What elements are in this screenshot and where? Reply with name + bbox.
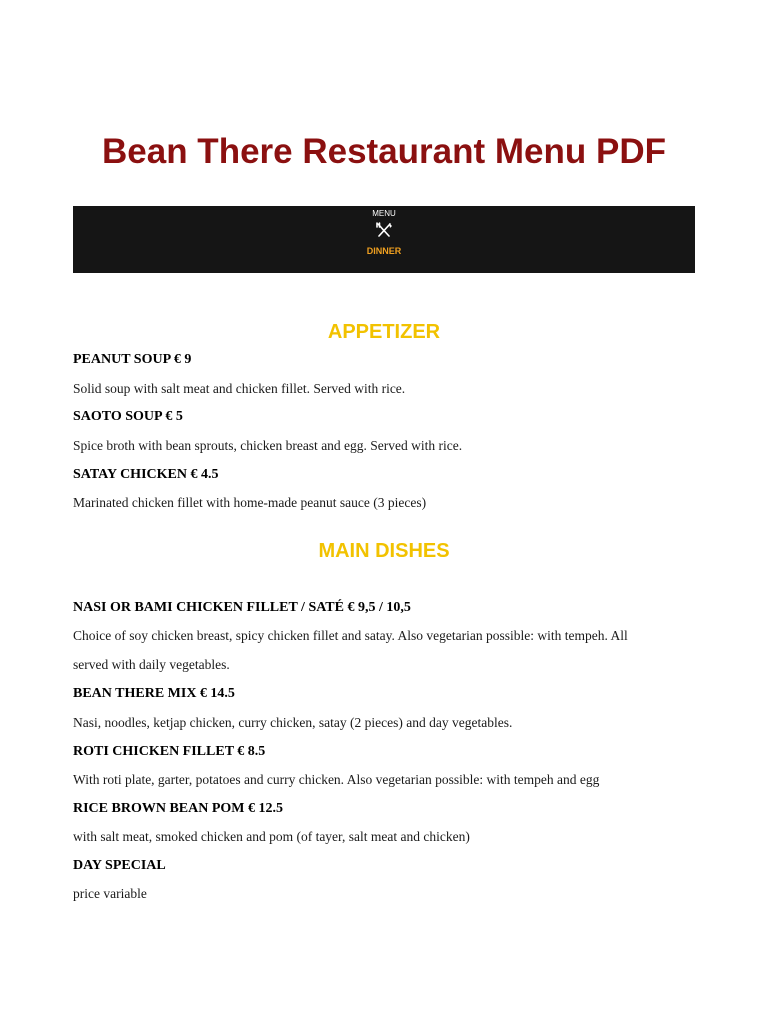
dinner-label[interactable]: DINNER — [366, 246, 402, 256]
menu-item-name: BEAN THERE MIX € 14.5 — [73, 686, 235, 701]
menu-item-description: Spice broth with bean sprouts, chicken breast and egg. Served with rice. — [73, 438, 463, 453]
menu-item-description: Solid soup with salt meat and chicken fillet. Served with rice. — [73, 381, 406, 396]
fork-knife-icon — [375, 222, 393, 238]
menu-item-name: ROTI CHICKEN FILLET € 8.5 — [73, 744, 266, 759]
section-heading-main-dishes: MAIN DISHES — [318, 540, 450, 562]
menu-item-name: RICE BROWN BEAN POM € 12.5 — [73, 801, 284, 816]
menu-item-name: SATAY CHICKEN € 4.5 — [73, 467, 219, 482]
menu-item-description: price variable — [73, 886, 147, 901]
menu-item-description: Marinated chicken fillet with home-made peanut sauce (3 pieces) — [73, 495, 427, 510]
menu-item-name: DAY SPECIAL — [73, 858, 166, 873]
menu-item-description: Choice of soy chicken breast, spicy chicken fillet and satay. Also vegetarian possible: with tempeh. All served with daily vegetables. — [73, 628, 628, 672]
menu-item-description: with salt meat, smoked chicken and pom (of tayer, salt meat and chicken) — [73, 829, 470, 844]
menu-item-name: SAOTO SOUP € 5 — [73, 409, 183, 424]
menu-banner — [73, 206, 695, 273]
menu-item-description: With roti plate, garter, potatoes and curry chicken. Also vegetarian possible: with tempeh and egg — [73, 772, 600, 787]
menu-label[interactable]: MENU — [372, 209, 396, 218]
menu-item-name: PEANUT SOUP € 9 — [73, 352, 192, 367]
menu-item-name: NASI OR BAMI CHICKEN FILLET / SATÉ € 9,5 / 10,5 — [73, 600, 411, 615]
section-heading-appetizer: APPETIZER — [327, 321, 441, 343]
page-title: Bean There Restaurant Menu PDF — [102, 132, 666, 171]
menu-item-description: Nasi, noodles, ketjap chicken, curry chicken, satay (2 pieces) and day vegetables. — [73, 715, 513, 730]
